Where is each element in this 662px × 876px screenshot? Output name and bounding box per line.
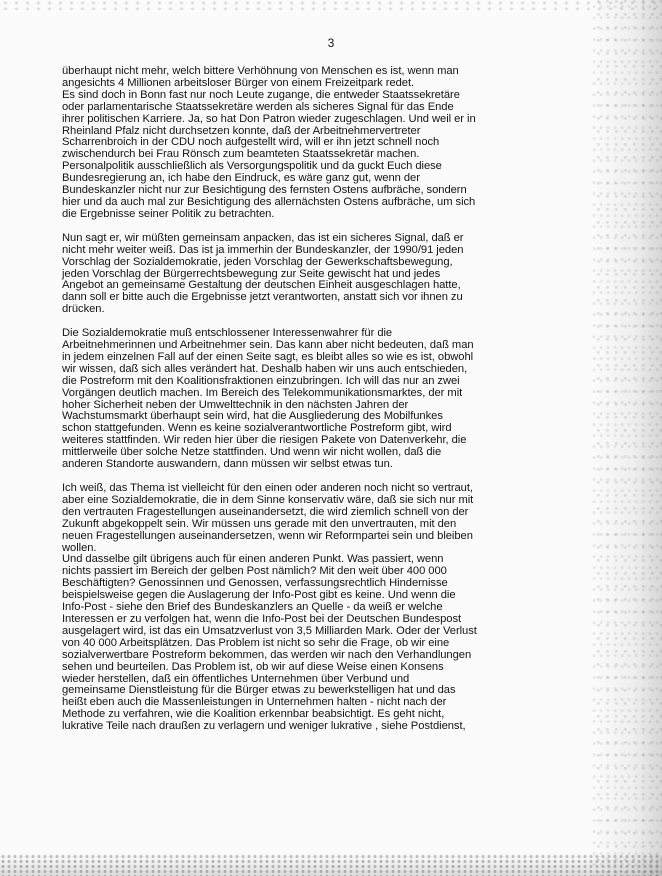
paragraph	[62, 233, 482, 316]
text-line: wollen.	[62, 541, 97, 554]
paragraph	[62, 66, 482, 90]
text-line: Methode zu verfahren, wie die Koalition erkennbar beabsichtigt. Es geht nicht,	[62, 708, 445, 721]
text-line: Personalpolitik ausschließlich als Versorgungspolitik und da guckt Euch diese	[62, 160, 442, 173]
text-line: Nun sagt er, wir müßten gemeinsam anpacken, das ist ein sicheres Signal, daß er	[62, 231, 464, 244]
text-line: Arbeitnehmerinnen und Arbeitnehmer sein. Das kann aber nicht bedeuten, daß man	[62, 339, 474, 352]
text-line: Beschäftigten? Genossinnen und Genossen, verfassungsrechtlich Hindernisse	[62, 577, 448, 590]
text-line: Vorschlag der Sozialdemokratie, jeden Vorschlag der Gewerkschaftsbewegung,	[62, 255, 453, 268]
text-line: nicht mehr weiter weiß. Das ist ja immerhin der Bundeskanzler, der 1990/91 jeden	[62, 243, 464, 256]
text-line: Vorgängen deutlich machen. Im Bereich des Telekommunikationsmarktes, der mit	[62, 386, 463, 399]
scan-edge-top	[0, 0, 662, 10]
text-line: in jedem einzelnen Fall auf der einen Seite sagt, es bleibt alles so wie es ist, obwohl	[62, 350, 474, 363]
document-body	[62, 66, 482, 733]
text-line: die Ergebnisse seiner Politik zu betrachten.	[62, 207, 275, 220]
text-line: Bundesregierung an, ich habe den Eindruck, es wäre ganz gut, wenn der	[62, 172, 420, 185]
text-line: jeden Vorschlag der Bürgerrechtsbewegung zur Seite gewischt hat und jedes	[62, 267, 441, 280]
text-line: sehen und beurteilen. Das Problem ist, ob wir auf diese Weise einen Konsens	[62, 660, 444, 673]
text-line: ihrer politischen Karriere. Ja, so hat Don Patron wieder zugeschlagen. Und weil er in	[62, 112, 476, 125]
text-line: Ich weiß, das Thema ist vielleicht für den einen oder anderen noch nicht so vertraut,	[62, 482, 473, 494]
text-line: sozialverwertbare Postreform bekommen, das werden wir nach den Verhandlungen	[62, 648, 472, 661]
paragraph	[62, 483, 482, 554]
text-line: Interessen er zu verfolgen hat, wenn die Info-Post bei der Deutschen Bundespost	[62, 612, 462, 625]
text-line: dann soll er bitte auch die Ergebnisse jetzt verantworten, anstatt sich vor ihnen zu	[62, 291, 463, 304]
text-line: die Postreform mit den Koalitionsfraktionen einzubringen. Ich will das nur an zwei	[62, 374, 460, 387]
text-line: überhaupt nicht mehr, welch bittere Verhöhnung von Menschen es ist, wenn man	[62, 65, 459, 77]
text-line: Und dasselbe gilt übrigens auch für einen anderen Punkt. Was passiert, wenn	[62, 553, 444, 566]
text-line: wir wissen, daß sich alles verändert hat. Deshalb haben wir uns auch entschieden,	[62, 362, 468, 375]
paragraph	[62, 328, 482, 471]
text-line: hoher Sicherheit neben der Umwelttechnik in den nächsten Jahren der	[62, 398, 409, 411]
text-line: Bundeskanzler nicht nur zur Besichtigung des fernsten Ostens aufbräche, sondern	[62, 184, 467, 197]
text-line: schon stattgefunden. Wenn es keine sozialverantwortliche Postreform gibt, wird	[62, 422, 452, 435]
text-line: neuen Fragestellungen auseinandersetzen, wenn wir Reformpartei sein und bleiben	[62, 529, 473, 542]
text-line: Info-Post - siehe den Brief des Bundeskanzlers an Quelle - da weiß er welche	[62, 601, 443, 614]
text-line: Die Sozialdemokratie muß entschlossener Interessenwahrer für die	[62, 327, 393, 340]
text-line: Scharrenbroich in der CDU noch aufgestellt wird, will er ihn jetzt schnell noch	[62, 136, 440, 149]
text-line: angesichts 4 Millionen arbeitsloser Bürger von einem Freizeitpark redet.	[62, 76, 415, 89]
text-line: anderen Standorte auswandern, dann müssen wir selbst etwas tun.	[62, 458, 393, 471]
text-line: oder parlamentarische Staatssekretäre werden als sicheres Signal für das Ende	[62, 100, 454, 113]
paragraph	[62, 90, 482, 221]
text-line: nichts passiert im Bereich der gelben Post nämlich? Mit den weit über 400 000	[62, 565, 447, 578]
text-line: wieder herstellen, daß ein öffentliches Unternehmen über Verbund und	[62, 672, 410, 685]
text-line: mittlerweile über solche Netze stattfinden. Und wenn wir nicht wollen, daß die	[62, 446, 442, 459]
text-line: drücken.	[62, 303, 105, 316]
scan-edge-right	[592, 0, 662, 876]
text-line: heißt eben auch die Massenleistungen in Unternehmen halten - nicht nach der	[62, 696, 447, 709]
text-line: Es sind doch in Bonn fast nur noch Leute zugange, die entweder Staatssekretäre	[62, 88, 460, 101]
scan-edge-bottom	[0, 854, 662, 876]
text-line: aber eine Sozialdemokratie, die in dem Sinne konservativ wäre, daß sie sich nur mit	[62, 493, 474, 506]
text-line: von 40 000 Arbeitsplätzen. Das Problem ist nicht so sehr die Frage, ob wir eine	[62, 636, 450, 649]
page-number: 3	[327, 36, 335, 50]
text-line: weiteres stattfinden. Wir reden hier über die riesigen Pakete von Datenverkehr, die	[62, 434, 467, 447]
text-line: hier und da auch mal zur Besichtigung des allernächsten Ostens aufbräche, um sich	[62, 195, 476, 208]
text-line: gemeinsame Dienstleistung für die Bürger etwas zu bewerkstelligen hat und das	[62, 684, 456, 697]
text-line: Wachstumsmarkt überhaupt sein wird, hat die Ausgliederung des Mobilfunkes	[62, 410, 443, 423]
text-line: lukrative Teile nach draußen zu verlagern und weniger lukrative , siehe Postdienst,	[62, 720, 466, 733]
text-line: ausgelagert wird, ist das ein Umsatzverlust von 3,5 Milliarden Mark. Oder der Verlust	[62, 624, 477, 637]
paragraph	[62, 554, 482, 733]
text-line: zwischendurch bei Frau Rönsch zum beamteten Staatssekretär machen.	[62, 148, 420, 161]
text-line: Zukunft abgekoppelt sein. Wir müssen uns gerade mit den unvertrauten, mit den	[62, 517, 457, 530]
text-line: Rheinland Pfalz nicht durchsetzen konnte, daß der Arbeitnehmervertreter	[62, 124, 421, 137]
text-line: beispielsweise gegen die Auslagerung der Info-Post gibt es keine. Und wenn die	[62, 589, 456, 602]
text-line: den vertrauten Fragestellungen auseinandersetzt, die wird ziemlich schnell von der	[62, 505, 469, 518]
text-line: Angebot an gemeinsame Gestaltung der deutschen Einheit ausgeschlagen hatte,	[62, 279, 461, 292]
